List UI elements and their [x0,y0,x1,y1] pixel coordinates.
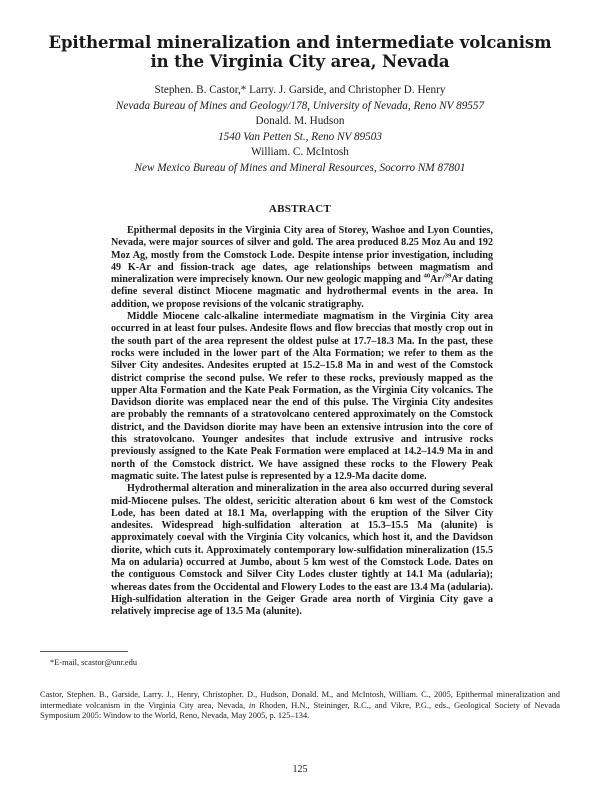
abstract-paragraph-1 [111,225,493,311]
abstract-body [111,225,493,619]
citation-block [40,690,560,722]
citation-text-b: Rhoden, H.N., Steininger, R.C., and Vikre, P.G., eds., Geological Society of Nevada Symposium 2005: Window to the World, Reno, Nevada, May 2005, p. 125–134. [40,700,560,721]
title-line-1: Epithermal mineralization and intermediate volcanism [48,33,552,52]
abstract-p1-text-mid: Ar/ [430,274,445,286]
abstract-paragraph-2: Middle Miocene calc-alkaline intermediate magmatism in the Virginia City area occurred in at least four pulses. Andesite flows and flow breccias that mostly crop out in the south part of the area represent the oldest pulse at 17.7–18.3 Ma. In the past, these rocks were included in the lower part of the Alta Formation; we refer to them as the Silver City andesites. Andesites erupted at 15.2–15.8 Ma in and west of the Comstock district comprise the second pulse. We refer to these rocks, previously mapped as the upper Alta Formation and the Kate Peak Formation, as the Virginia City volcanics. The Davidson diorite was emplaced near the end of this pulse. The Virginia City andesites are probably the remnants of a stratovolcano centered approximately on the Comstock district, and the Davidson diorite may have been an extensive intrusion into the core of this stratovolcano. Younger andesites that include extrusive and intrusive rocks previously assigned to the Kate Peak Formation were emplaced at 14.2–14.9 Ma in and north of the Comstock district. We have assigned these rocks to the Flowery Peak magmatic suite. The latest pulse is represented by a 12.9-Ma dacite dome. [111,311,493,482]
isotope-39-sup: 39 [444,272,452,280]
citation-text-a: Castor, Stephen. B., Garside, Larry. J., Henry, Christopher. D., Hudson, Donald. M., and McIntosh, William. C., 2005, Epithermal mineralization and intermediate volcanism in the Virginia City area, Nevada, [40,690,560,710]
affiliation-2: 1540 Van Petten St., Reno NV 89503 [218,130,382,143]
email-footnote: *E-mail, scastor@unr.edu [50,658,138,667]
abstract-p1-text-b: Ar dating define several distinct Miocene magmatic and hydrothermal events in the area. In addition, we propose revisions of the volcanic stratigraphy. [111,274,493,310]
paper-title [40,33,560,71]
abstract-paragraph-3: Hydrothermal alteration and mineralization in the area also occurred during several mid-Miocene pulses. The oldest, sericitic alteration about 6 km west of the Comstock Lode, has been dated at 18.1 Ma, overlapping with the eruption of the Silver City andesites. Widespread high-sulfidation alteration at 15.3–15.5 Ma (alunite) is approximately coeval with the Virginia City volcanics, which host it, and the Davidson diorite, which cuts it. Approximately contemporary low-sulfidation mineralization (15.5 Ma on adularia) occurred at Jumbo, about 5 km west of the Comstock Lode. Dates on the contiguous Comstock and Silver City Lodes cluster tightly at 14.1 Ma (adularia); whereas dates from the Occidental and Flowery Lodes to the east are 13.4 Ma (adularia). High-sulfidation alteration in the Geiger Grade area north of Virginia City gave a relatively imprecise age of 13.5 Ma (alunite). [111,483,493,618]
page-number: 125 [292,764,308,775]
author-group-1: Stephen. B. Castor,* Larry. J. Garside, and Christopher D. Henry [154,84,446,96]
author-group-3: William. C. McIntosh [251,146,349,159]
affiliation-3: New Mexico Bureau of Mines and Mineral Resources, Socorro NM 87801 [134,161,466,174]
abstract-heading: ABSTRACT [268,203,332,215]
footnote-rule [40,651,128,652]
affiliation-1: Nevada Bureau of Mines and Geology/178, University of Nevada, Reno NV 89557 [115,99,485,112]
isotope-40-sup: 40 [423,272,431,280]
abstract-p1-text-a: Epithermal deposits in the Virginia City area of Storey, Washoe and Lyon Counties, Nevada, were major sources of silver and gold. The area produced 8.25 Moz Au and 192 Moz Ag, mostly from the Comstock Lode. Despite intense prior investigation, including 49 K-Ar and fission-track age dates, age relationships between magmatism and mineralization were imprecisely known. Our new geologic mapping and [111,225,493,286]
citation-in-italic: in [248,700,256,710]
title-line-2: in the Virginia City area, Nevada [150,52,450,71]
author-block [40,83,560,177]
author-group-2: Donald. M. Hudson [255,115,345,128]
